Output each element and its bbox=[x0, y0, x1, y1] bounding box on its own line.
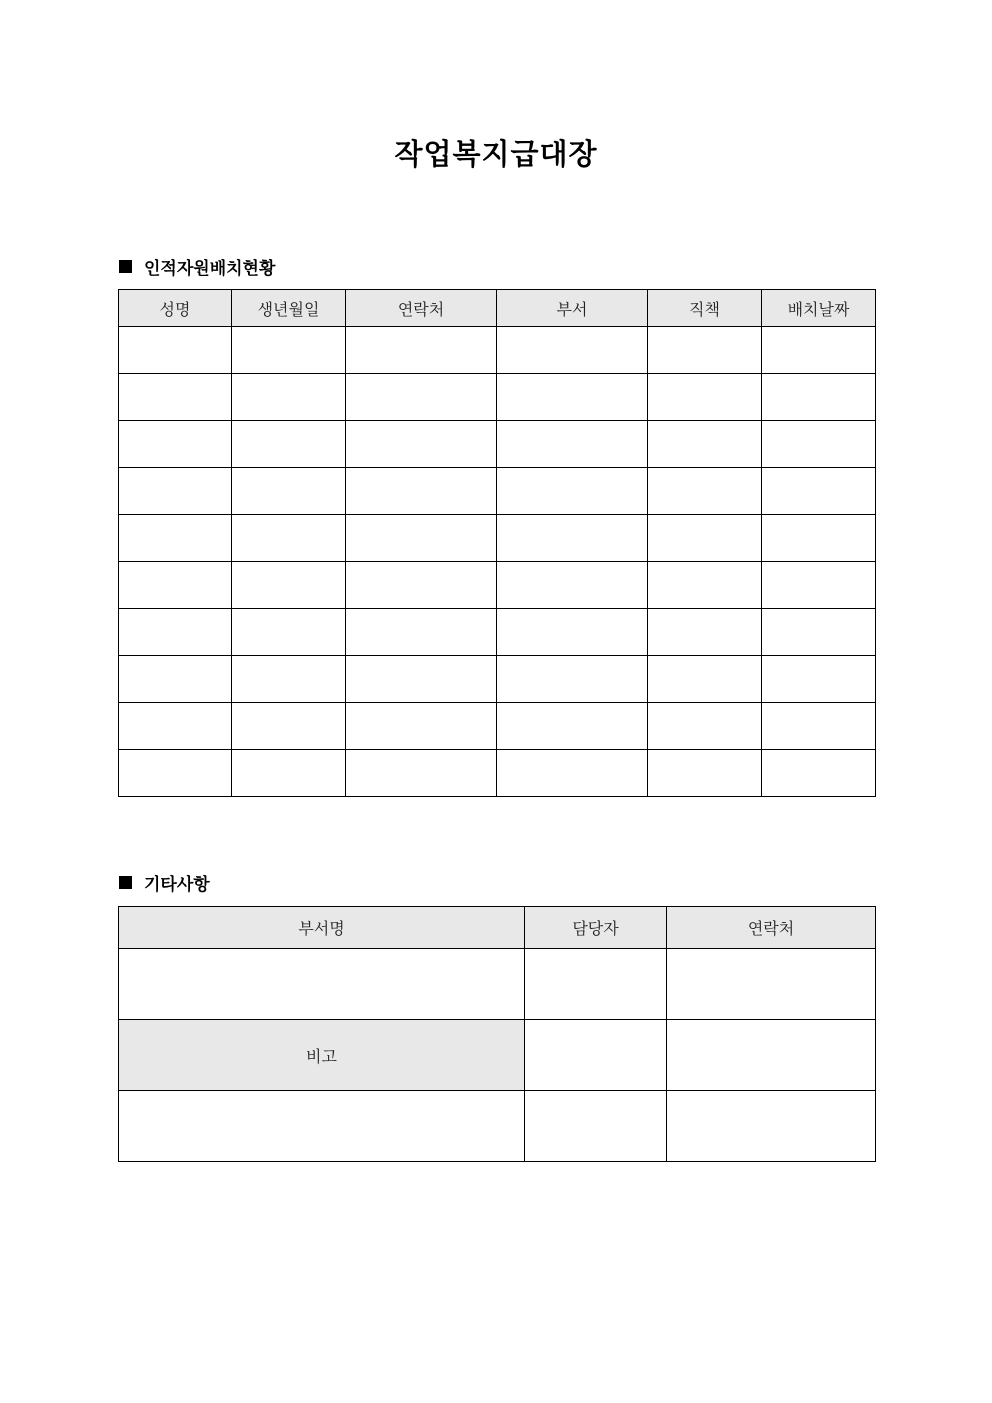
cell-birthdate[interactable] bbox=[232, 562, 346, 609]
table-row bbox=[119, 750, 876, 797]
column-header-contact: 연락처 bbox=[346, 290, 497, 327]
cell-department[interactable] bbox=[497, 374, 648, 421]
table-row bbox=[119, 949, 876, 1020]
cell-contact[interactable] bbox=[346, 327, 497, 374]
column-header-person-in-charge: 담당자 bbox=[525, 907, 667, 949]
section-heading-other bbox=[119, 870, 210, 895]
cell-contact[interactable] bbox=[667, 1020, 876, 1091]
cell-name[interactable] bbox=[119, 374, 232, 421]
section-heading-staff bbox=[119, 254, 275, 279]
table-row bbox=[119, 374, 876, 421]
cell-assign-date[interactable] bbox=[762, 421, 876, 468]
table-row bbox=[119, 327, 876, 374]
table-row bbox=[119, 656, 876, 703]
cell-remark[interactable] bbox=[119, 1091, 525, 1162]
square-bullet-icon bbox=[119, 260, 132, 273]
cell-department[interactable] bbox=[497, 515, 648, 562]
staff-assignment-table bbox=[118, 289, 876, 797]
column-header-birthdate: 생년월일 bbox=[232, 290, 346, 327]
cell-name[interactable] bbox=[119, 703, 232, 750]
cell-name[interactable] bbox=[119, 609, 232, 656]
table-row bbox=[119, 421, 876, 468]
cell-department[interactable] bbox=[497, 327, 648, 374]
cell-birthdate[interactable] bbox=[232, 656, 346, 703]
cell-name[interactable] bbox=[119, 656, 232, 703]
cell-contact[interactable] bbox=[667, 1091, 876, 1162]
cell-birthdate[interactable] bbox=[232, 327, 346, 374]
cell-assign-date[interactable] bbox=[762, 515, 876, 562]
table-row bbox=[119, 468, 876, 515]
cell-name[interactable] bbox=[119, 468, 232, 515]
column-header-department-name: 부서명 bbox=[119, 907, 525, 949]
cell-contact[interactable] bbox=[346, 750, 497, 797]
cell-department[interactable] bbox=[497, 421, 648, 468]
square-bullet-icon bbox=[119, 876, 132, 889]
cell-position[interactable] bbox=[648, 750, 762, 797]
cell-contact[interactable] bbox=[346, 374, 497, 421]
cell-contact[interactable] bbox=[346, 656, 497, 703]
cell-department[interactable] bbox=[497, 562, 648, 609]
remark-label-cell: 비고 bbox=[119, 1020, 525, 1091]
cell-name[interactable] bbox=[119, 562, 232, 609]
column-header-name: 성명 bbox=[119, 290, 232, 327]
cell-birthdate[interactable] bbox=[232, 468, 346, 515]
cell-department[interactable] bbox=[497, 703, 648, 750]
cell-department[interactable] bbox=[497, 468, 648, 515]
table-row bbox=[119, 609, 876, 656]
cell-assign-date[interactable] bbox=[762, 562, 876, 609]
cell-birthdate[interactable] bbox=[232, 703, 346, 750]
cell-department[interactable] bbox=[497, 750, 648, 797]
cell-assign-date[interactable] bbox=[762, 468, 876, 515]
cell-name[interactable] bbox=[119, 327, 232, 374]
cell-contact[interactable] bbox=[346, 515, 497, 562]
cell-position[interactable] bbox=[648, 515, 762, 562]
cell-assign-date[interactable] bbox=[762, 750, 876, 797]
cell-department-name[interactable] bbox=[119, 949, 525, 1020]
cell-birthdate[interactable] bbox=[232, 609, 346, 656]
cell-position[interactable] bbox=[648, 374, 762, 421]
cell-assign-date[interactable] bbox=[762, 327, 876, 374]
column-header-assign-date: 배치날짜 bbox=[762, 290, 876, 327]
cell-contact[interactable] bbox=[346, 703, 497, 750]
cell-position[interactable] bbox=[648, 421, 762, 468]
cell-person-in-charge[interactable] bbox=[525, 1020, 667, 1091]
document-title: 작업복지급대장 bbox=[394, 137, 598, 171]
cell-name[interactable] bbox=[119, 750, 232, 797]
cell-name[interactable] bbox=[119, 421, 232, 468]
cell-department[interactable] bbox=[497, 609, 648, 656]
cell-position[interactable] bbox=[648, 609, 762, 656]
cell-position[interactable] bbox=[648, 703, 762, 750]
column-header-contact: 연락처 bbox=[667, 907, 876, 949]
cell-birthdate[interactable] bbox=[232, 421, 346, 468]
cell-name[interactable] bbox=[119, 515, 232, 562]
cell-assign-date[interactable] bbox=[762, 656, 876, 703]
section-heading-label: 인적자원배치현황 bbox=[144, 259, 276, 279]
section-heading-label: 기타사항 bbox=[144, 875, 210, 895]
cell-contact[interactable] bbox=[346, 562, 497, 609]
cell-position[interactable] bbox=[648, 656, 762, 703]
cell-position[interactable] bbox=[648, 468, 762, 515]
table-header-row bbox=[119, 907, 876, 949]
table-row bbox=[119, 1091, 876, 1162]
table-row bbox=[119, 703, 876, 750]
cell-contact[interactable] bbox=[346, 609, 497, 656]
other-matters-table bbox=[118, 906, 876, 1162]
cell-position[interactable] bbox=[648, 327, 762, 374]
cell-contact[interactable] bbox=[667, 949, 876, 1020]
cell-assign-date[interactable] bbox=[762, 374, 876, 421]
cell-position[interactable] bbox=[648, 562, 762, 609]
cell-contact[interactable] bbox=[346, 468, 497, 515]
table-row bbox=[119, 562, 876, 609]
column-header-department: 부서 bbox=[497, 290, 648, 327]
cell-department[interactable] bbox=[497, 656, 648, 703]
cell-person-in-charge[interactable] bbox=[525, 1091, 667, 1162]
column-header-position: 직책 bbox=[648, 290, 762, 327]
cell-contact[interactable] bbox=[346, 421, 497, 468]
cell-assign-date[interactable] bbox=[762, 703, 876, 750]
cell-birthdate[interactable] bbox=[232, 750, 346, 797]
cell-assign-date[interactable] bbox=[762, 609, 876, 656]
table-header-row bbox=[119, 290, 876, 327]
cell-birthdate[interactable] bbox=[232, 515, 346, 562]
table-row bbox=[119, 1020, 876, 1091]
cell-birthdate[interactable] bbox=[232, 374, 346, 421]
table-row bbox=[119, 515, 876, 562]
cell-person-in-charge[interactable] bbox=[525, 949, 667, 1020]
